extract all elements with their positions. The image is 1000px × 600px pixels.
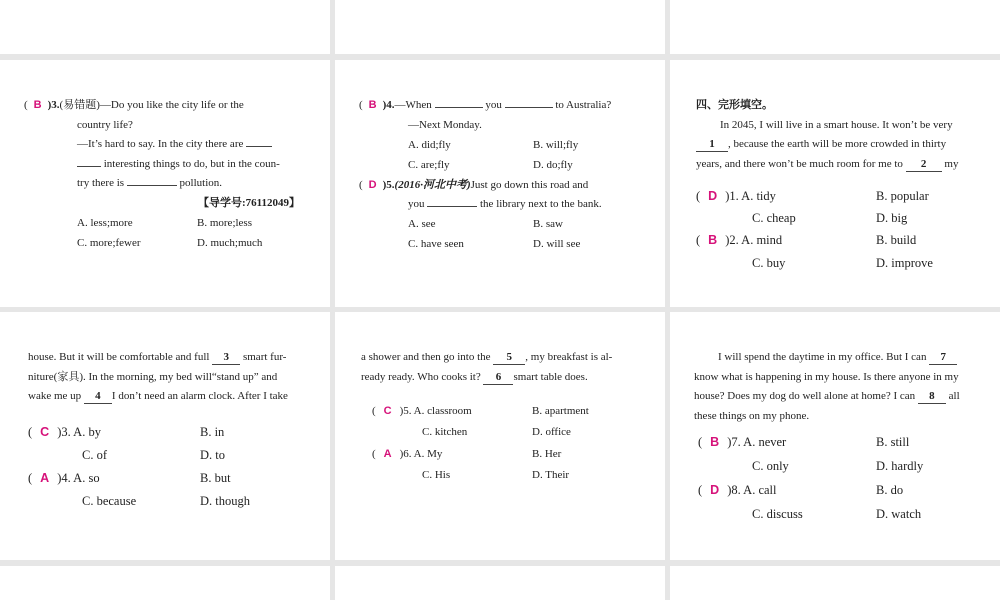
blank-5: 5 bbox=[493, 350, 525, 365]
slide-question-3 bbox=[0, 60, 330, 307]
q8-option-d: D. watch bbox=[876, 507, 922, 521]
passage-line1: a shower and then go into the 5 , my breakfast is al- bbox=[361, 351, 613, 363]
guide-number: 【导学号:76112049】 bbox=[198, 197, 301, 209]
q1-option-b: B. popular bbox=[876, 189, 929, 203]
q4-option-d: D. though bbox=[200, 494, 250, 508]
answer-mark: D bbox=[368, 179, 377, 191]
q3-line3: —It’s hard to say. In the city there are bbox=[77, 135, 272, 155]
q5-option-a: ( C )5. A. classroom bbox=[372, 405, 472, 417]
blank-6: 6 bbox=[483, 370, 513, 385]
passage-line2: know what is happening in my house. Is there anyone in my bbox=[694, 371, 959, 383]
q5-option-d: D. will see bbox=[533, 238, 581, 250]
answer-mark: B bbox=[710, 435, 720, 449]
q8-option-b: B. do bbox=[876, 483, 904, 497]
q2-option-a: ( B )2. A. mind bbox=[696, 233, 783, 247]
q3-line5: try there is pollution. bbox=[77, 177, 223, 189]
section-heading: 四、完形填空。 bbox=[696, 99, 773, 111]
option-d: D. much;much bbox=[197, 237, 263, 249]
answer-mark: B bbox=[368, 99, 377, 111]
slide-top-middle bbox=[335, 0, 665, 54]
option-b: B. more;less bbox=[197, 217, 252, 229]
answer-mark: C bbox=[383, 405, 392, 417]
q4-option-c: C. because bbox=[82, 494, 137, 508]
slide-top-right bbox=[670, 0, 1000, 54]
passage-line2: niture(家具). In the morning, my bed will“stand up” and bbox=[28, 371, 278, 383]
q6-option-a: ( A )6. A. My bbox=[372, 448, 443, 460]
blank-4: 4 bbox=[84, 389, 112, 404]
slide-top-left bbox=[0, 0, 330, 54]
q6-option-b: B. Her bbox=[532, 448, 562, 460]
q4-line1: ( B )4.—When you to Australia? bbox=[359, 99, 612, 111]
q8-option-a: ( D )8. A. call bbox=[698, 483, 777, 497]
slide-cloze-part4 bbox=[670, 312, 1000, 560]
q5-option-a: A. see bbox=[408, 218, 436, 230]
q7-option-b: B. still bbox=[876, 435, 910, 449]
passage-line3: wake me up 4 I don’t need an alarm clock. After I take bbox=[28, 390, 288, 402]
passage-line1: In 2045, I will live in a smart house. It won’t be very bbox=[720, 119, 953, 131]
blank-8: 8 bbox=[918, 389, 946, 404]
q7-option-a: ( B )7. A. never bbox=[698, 435, 787, 449]
q2-option-b: B. build bbox=[876, 233, 917, 247]
q4-option-c: C. are;fly bbox=[408, 159, 450, 171]
option-a: A. less;more bbox=[77, 217, 133, 229]
slide-bottom-right bbox=[670, 566, 1000, 600]
option-c: C. more;fewer bbox=[77, 237, 141, 249]
answer-mark: D bbox=[708, 189, 718, 203]
q3-option-c: C. of bbox=[82, 448, 107, 462]
answer-mark: D bbox=[710, 483, 720, 497]
slide-bottom-left bbox=[0, 566, 330, 600]
q7-option-d: D. hardly bbox=[876, 459, 924, 473]
q4-option-a: A. did;fly bbox=[408, 139, 451, 151]
q5-option-b: B. apartment bbox=[532, 405, 589, 417]
q1-option-c: C. cheap bbox=[752, 211, 796, 225]
q3-line2: country life? bbox=[77, 119, 133, 131]
answer-mark: A bbox=[40, 471, 50, 485]
q1-option-d: D. big bbox=[876, 211, 908, 225]
q5-option-d: D. office bbox=[532, 426, 571, 438]
blank-3: 3 bbox=[212, 350, 240, 365]
slide-bottom-middle bbox=[335, 566, 665, 600]
slide-cloze-intro bbox=[670, 60, 1000, 307]
blank-7: 7 bbox=[929, 350, 957, 365]
q5-option-b: B. saw bbox=[533, 218, 563, 230]
answer-mark: B bbox=[708, 233, 718, 247]
q4-option-b: B. will;fly bbox=[533, 139, 579, 151]
slide-cloze-part2 bbox=[0, 312, 330, 560]
passage-line2: 1 , because the earth will be more crowded in thirty bbox=[696, 135, 946, 155]
q1-option-a: ( D )1. A. tidy bbox=[696, 189, 776, 203]
q5-option-c: C. have seen bbox=[408, 238, 464, 250]
q3-line4: interesting things to do, but in the coun- bbox=[77, 155, 280, 175]
passage-line1: house. But it will be comfortable and full 3 smart fur- bbox=[28, 351, 287, 363]
q3-option-d: D. to bbox=[200, 448, 225, 462]
q3-option-b: B. in bbox=[200, 425, 225, 439]
q4-option-a: ( A )4. A. so bbox=[28, 471, 100, 485]
passage-line1: I will spend the daytime in my office. But I can 7 bbox=[718, 348, 957, 368]
q2-option-c: C. buy bbox=[752, 256, 786, 270]
q4-option-d: D. do;fly bbox=[533, 159, 573, 171]
q8-option-c: C. discuss bbox=[752, 507, 803, 521]
answer-mark: A bbox=[383, 448, 392, 460]
q4-option-b: B. but bbox=[200, 471, 231, 485]
q5-line2: you the library next to the bank. bbox=[408, 198, 602, 210]
q5-option-c: C. kitchen bbox=[422, 426, 468, 438]
q3-option-a: ( C )3. A. by bbox=[28, 425, 101, 439]
passage-line3: house? Does my dog do well alone at home? I can 8 all bbox=[694, 390, 960, 402]
slide-cloze-part3 bbox=[335, 312, 665, 560]
q2-option-d: D. improve bbox=[876, 256, 933, 270]
passage-line2: ready ready. Who cooks it? 6 smart table does. bbox=[361, 371, 588, 383]
q7-option-c: C. only bbox=[752, 459, 789, 473]
q3-line1: ( B )3.(易错题)—Do you like the city life or the bbox=[24, 99, 244, 111]
answer-mark: B bbox=[33, 99, 42, 111]
blank-1: 1 bbox=[696, 137, 728, 152]
q6-option-c: C. His bbox=[422, 469, 451, 481]
blank-2: 2 bbox=[906, 157, 942, 172]
q5-line1: ( D )5.(2016·河北中考)Just go down this road and bbox=[359, 179, 589, 191]
q4-line2: —Next Monday. bbox=[408, 119, 482, 131]
answer-mark: C bbox=[40, 425, 50, 439]
q6-option-d: D. Their bbox=[532, 469, 570, 481]
passage-line3: years, and there won’t be much room for me to 2 my bbox=[696, 158, 959, 170]
slide-questions-4-5 bbox=[335, 60, 665, 307]
passage-line4: these things on my phone. bbox=[694, 410, 810, 422]
